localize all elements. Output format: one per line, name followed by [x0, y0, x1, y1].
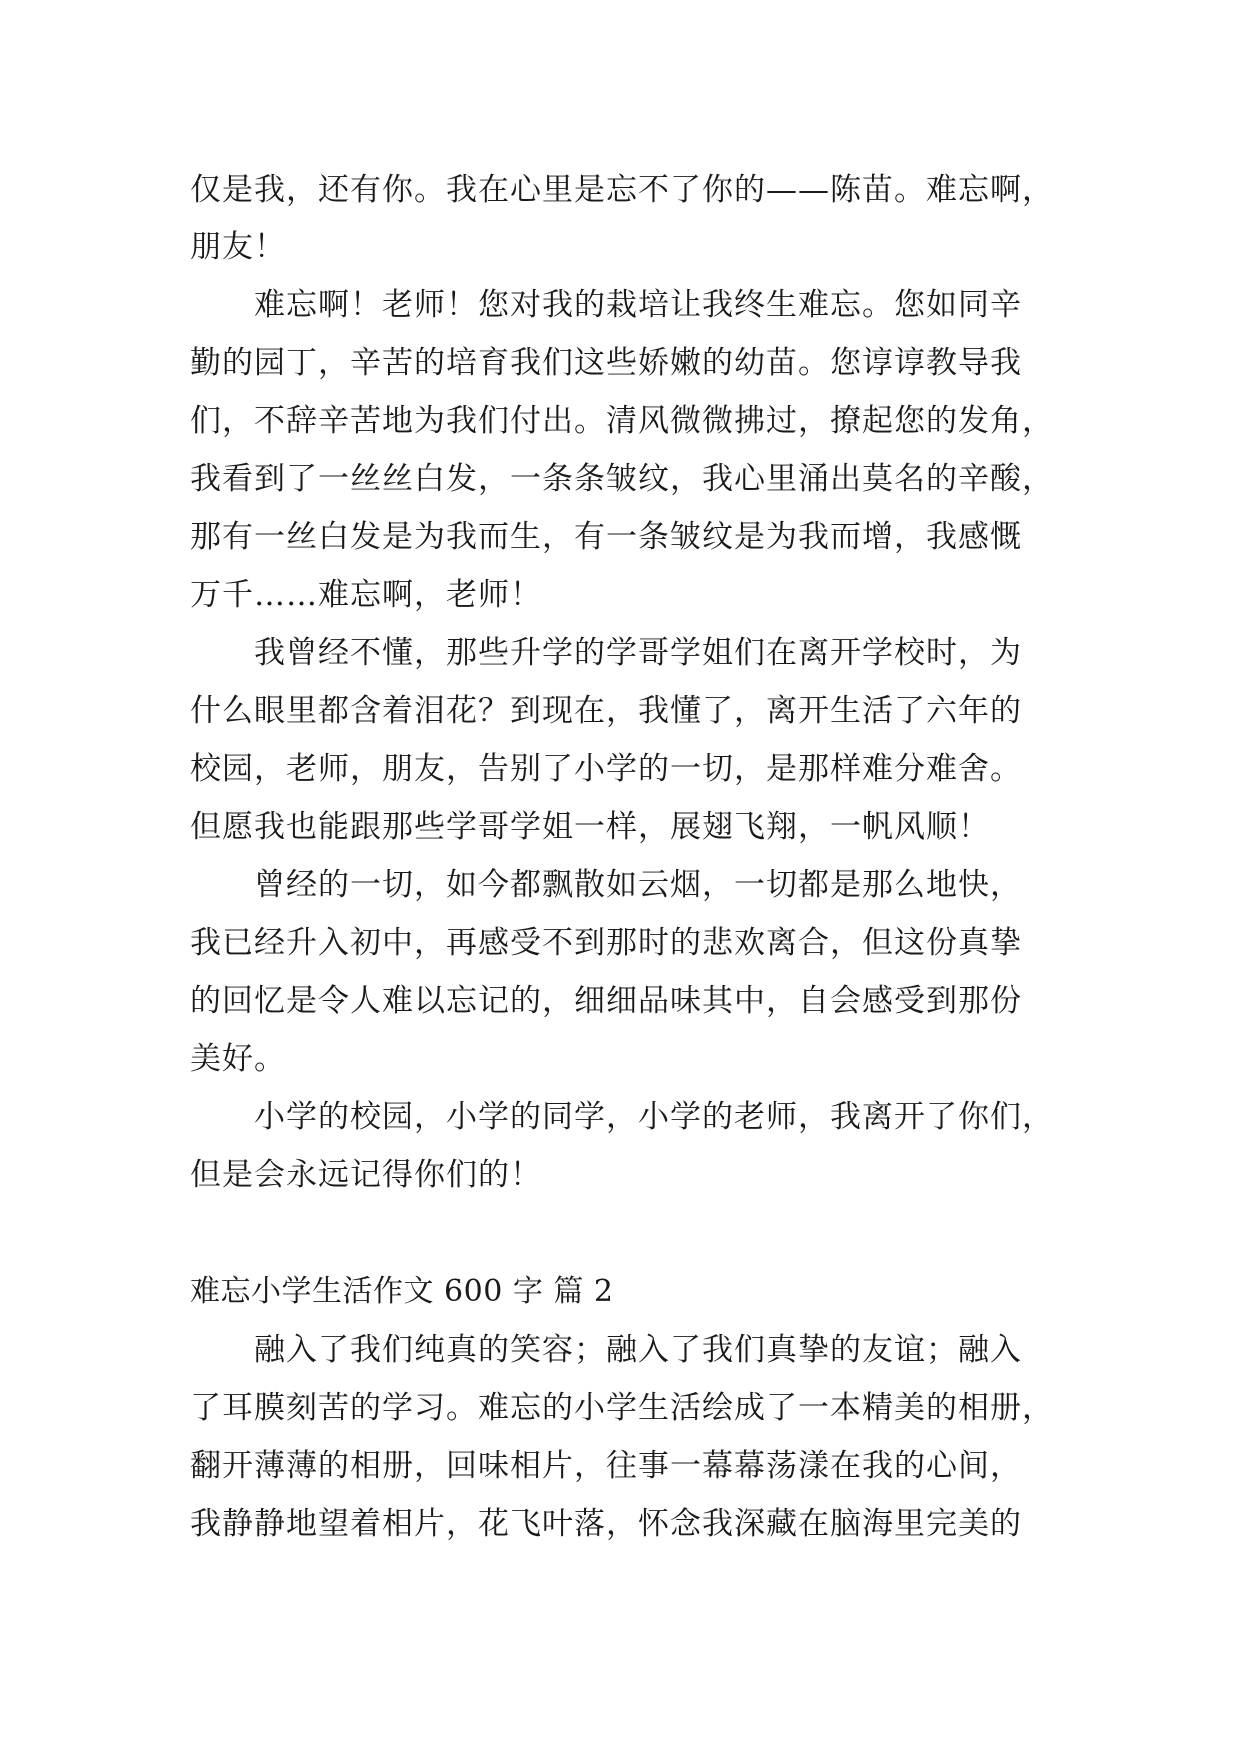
text-line: 勤的园丁，辛苦的培育我们这些娇嫩的幼苗。您谆谆教导我 [190, 345, 1022, 381]
text-line: 我已经升入初中，再感受不到那时的悲欢离合，但这份真挚 [190, 925, 1022, 961]
paragraph-start: 融入了我们纯真的笑容；融入了我们真挚的友谊；融入 [190, 1332, 1022, 1368]
text-line: 万千……难忘啊，老师！ [190, 577, 542, 613]
text-line: 朋友！ [190, 229, 286, 265]
text-line: 美好。 [190, 1041, 286, 1077]
text-line: 了耳膜刻苦的学习。难忘的小学生活绘成了一本精美的相册， [190, 1390, 1054, 1426]
paragraph-start: 我曾经不懂，那些升学的学哥学姐们在离开学校时，为 [190, 635, 1022, 671]
text-line: 但愿我也能跟那些学哥学姐一样，展翅飞翔，一帆风顺！ [190, 809, 990, 845]
paragraph-start: 曾经的一切，如今都飘散如云烟，一切都是那么地快， [190, 867, 1022, 903]
text-line: 什么眼里都含着泪花？到现在，我懂了，离开生活了六年的 [190, 693, 1022, 729]
text-line: 那有一丝白发是为我而生，有一条皱纹是为我而增，我感慨 [190, 519, 1022, 555]
text-line: 翻开薄薄的相册，回味相片，往事一幕幕荡漾在我的心间， [190, 1448, 1022, 1484]
paragraph-start: 小学的校园，小学的同学，小学的老师，我离开了你们， [190, 1099, 1054, 1135]
text-line: 我静静地望着相片，花飞叶落，怀念我深藏在脑海里完美的 [190, 1506, 1022, 1542]
text-line: 仅是我，还有你。我在心里是忘不了你的——陈苗。难忘啊， [190, 172, 1054, 208]
text-line: 校园，老师，朋友，告别了小学的一切，是那样难分难舍。 [190, 751, 1022, 787]
text-line: 但是会永远记得你们的！ [190, 1157, 542, 1193]
text-line: 们，不辞辛苦地为我们付出。清风微微拂过，撩起您的发角， [190, 403, 1054, 439]
text-line: 的回忆是令人难以忘记的，细细品味其中，自会感受到那份 [190, 983, 1022, 1019]
section-heading: 难忘小学生活作文 600 字 篇 2 [190, 1274, 614, 1309]
text-line: 我看到了一丝丝白发，一条条皱纹，我心里涌出莫名的辛酸， [190, 461, 1054, 497]
paragraph-start: 难忘啊！老师！您对我的栽培让我终生难忘。您如同辛 [190, 287, 1022, 323]
